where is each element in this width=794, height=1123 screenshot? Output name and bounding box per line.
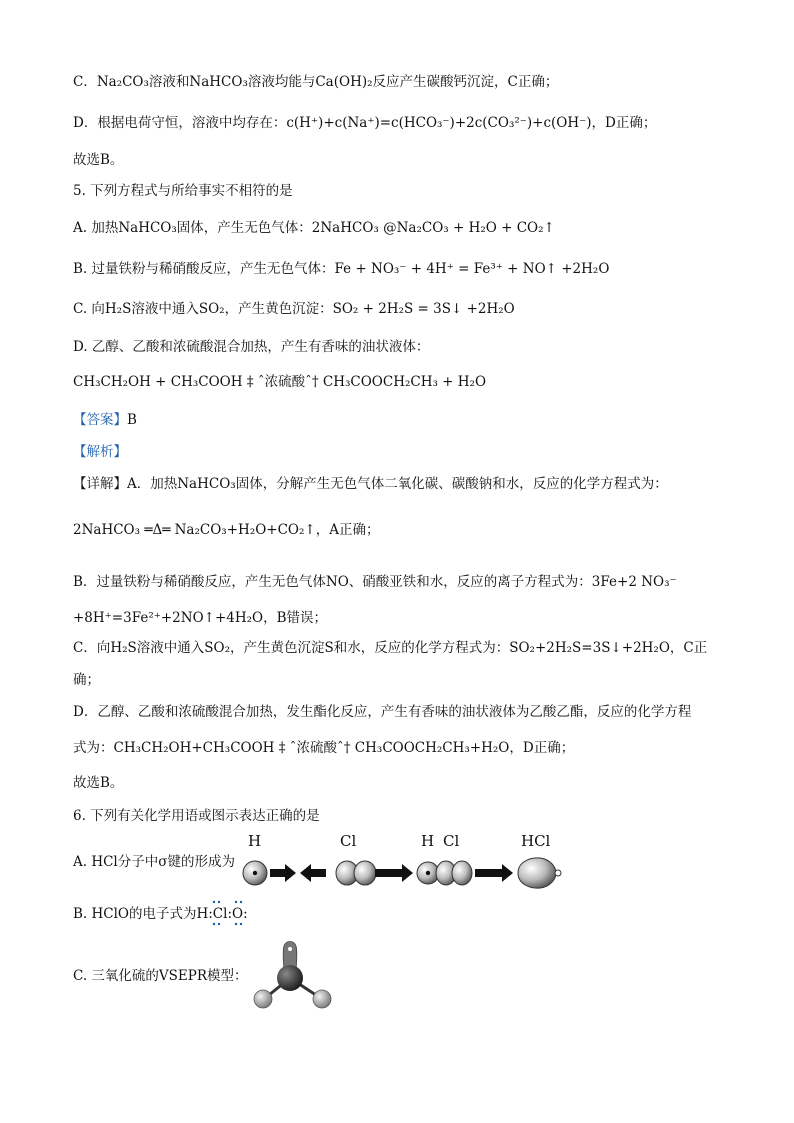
detail-d-line1: D．乙醇、乙酸和浓硫酸混合加热，发生酯化反应，产生有香味的油状液体为乙酸乙酯，反应的化学方程 bbox=[73, 704, 692, 720]
question-6-option-b: B. HClO的电子式为H:Cl:O: bbox=[73, 906, 248, 922]
detail-d-line2: 式为：CH₃CH₂OH+CH₃COOH ‡ ˆ浓硫酸ˆ† CH₃COOCH₂CH₃+H₂O，D正确； bbox=[73, 740, 575, 756]
answer-label: 【答案】 bbox=[73, 412, 127, 428]
detail-a: 【详解】A．加热NaHCO₃固体，分解产生无色气体二氧化碳、碳酸钠和水，反应的化学方程式为： bbox=[73, 476, 668, 492]
question-5-option-b: B. 过量铁粉与稀硝酸反应，产生无色气体：Fe + NO₃⁻ + 4H⁺ = Fe³⁺ + NO↑ +2H₂O bbox=[73, 261, 610, 277]
choose-b-1: 故选B。 bbox=[73, 152, 124, 168]
terminal-atom-left bbox=[254, 990, 272, 1008]
label-h-1: H bbox=[248, 832, 262, 850]
central-atom bbox=[277, 965, 303, 991]
terminal-atom-right bbox=[313, 990, 331, 1008]
hcl-molecule-orbital bbox=[518, 858, 561, 888]
so3-vsepr-model bbox=[250, 938, 334, 1010]
question-6: 6. 下列有关化学用语或图示表达正确的是 bbox=[73, 808, 320, 824]
detail-a-equation: 2NaHCO₃ ═Δ═ Na₂CO₃+H₂O+CO₂↑，A正确； bbox=[73, 522, 380, 538]
answer-row bbox=[73, 410, 137, 430]
arrow-left-icon bbox=[300, 864, 326, 882]
question-5-option-a: A. 加热NaHCO₃固体，产生无色气体：2NaHCO₃ @Na₂CO₃ + H₂O + CO₂↑ bbox=[73, 220, 555, 236]
arrow-right-icon bbox=[375, 864, 413, 882]
cl-p-orbital bbox=[336, 861, 376, 885]
electron-pair-dots bbox=[200, 898, 260, 928]
question-5-option-d: D. 乙醇、乙酸和浓硫酸混合加热，产生有香味的油状液体： bbox=[73, 339, 430, 355]
label-h-2: H bbox=[421, 832, 435, 850]
arrow-right-icon bbox=[475, 864, 513, 882]
h-cl-overlap bbox=[417, 861, 472, 885]
detail-c-line2: 确； bbox=[73, 672, 100, 688]
question-5-option-c: C. 向H₂S溶液中通入SO₂，产生黄色沉淀：SO₂ + 2H₂S = 3S↓ +2H₂O bbox=[73, 301, 515, 317]
detail-c-line1: C．向H₂S溶液中通入SO₂，产生黄色沉淀S和水，反应的化学方程式为：SO₂+2H₂S=3S↓+2H₂O，C正 bbox=[73, 640, 708, 656]
label-cl-2: Cl bbox=[443, 832, 460, 850]
question-5: 5. 下列方程式与所给事实不相符的是 bbox=[73, 183, 293, 199]
option-c-previous: C．Na₂CO₃溶液和NaHCO₃溶液均能与Ca(OH)₂反应产生碳酸钙沉淀，C正确； bbox=[73, 74, 559, 90]
sigma-bond-formation-diagram bbox=[240, 852, 570, 894]
analysis-label: 【解析】 bbox=[73, 444, 127, 460]
choose-b-2: 故选B。 bbox=[73, 775, 124, 791]
option-d-previous: D．根据电荷守恒，溶液中均存在：c(H⁺)+c(Na⁺)=c(HCO₃⁻)+2c(CO₃²⁻)+c(OH⁻)，D正确； bbox=[73, 115, 657, 131]
label-cl-1: Cl bbox=[340, 832, 357, 850]
h-s-orbital bbox=[243, 861, 267, 885]
question-6-option-a: A. HCl分子中σ键的形成为 bbox=[73, 854, 235, 870]
question-5-option-d-equation: CH₃CH₂OH + CH₃COOH ‡ ˆ浓硫酸ˆ† CH₃COOCH₂CH₃ + H₂O bbox=[73, 374, 487, 390]
arrow-right-icon bbox=[270, 864, 296, 882]
question-6-option-c: C. 三氧化硫的VSEPR模型： bbox=[73, 968, 248, 984]
detail-b-line2: +8H⁺=3Fe²⁺+2NO↑+4H₂O，B错误； bbox=[73, 610, 328, 626]
label-hcl: HCl bbox=[521, 832, 551, 850]
answer-value: B bbox=[127, 412, 137, 428]
detail-b-line1: B．过量铁粉与稀硝酸反应，产生无色气体NO、硝酸亚铁和水，反应的离子方程式为：3Fe+2 NO₃⁻ bbox=[73, 574, 677, 590]
